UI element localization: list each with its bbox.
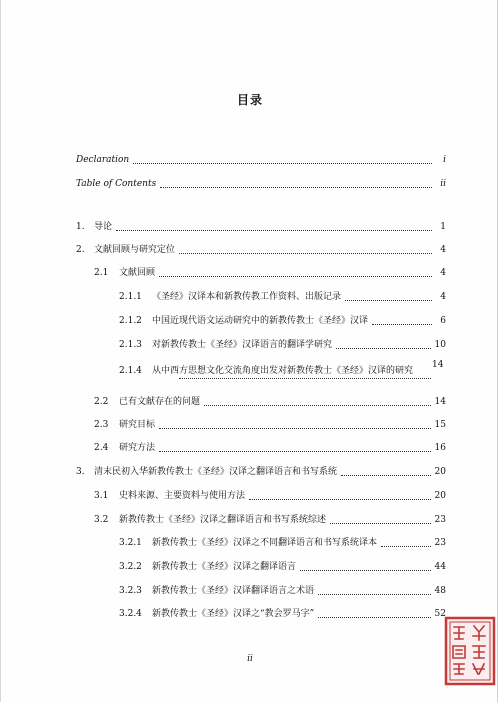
toc-entry-2[interactable]: [94, 245, 446, 256]
toc-entry-3-2-1[interactable]: [152, 538, 446, 549]
toc-entry-1[interactable]: [94, 222, 446, 233]
leader-dots: [159, 275, 432, 277]
toc-label: 已有文献存在的问题: [119, 397, 201, 407]
toc-page-number: 23: [434, 515, 446, 525]
toc-number: 3.2.1: [119, 538, 142, 548]
toc-label: 文献回顾与研究定位: [94, 245, 176, 255]
toc-entry-2-4[interactable]: [119, 443, 446, 454]
leader-dots: [179, 377, 431, 379]
toc-label: 从中西方思想文化交流角度出发对新教传教士《圣经》汉译的研究: [152, 366, 414, 376]
toc-page-number: 6: [440, 316, 446, 326]
toc-page-number: 20: [434, 491, 446, 501]
toc-label: 史料来源、主要资料与使用方法: [119, 491, 246, 501]
toc-label: 文献回顾: [119, 268, 156, 278]
leader-dots: [318, 616, 430, 618]
toc-number: 3.1: [94, 491, 109, 501]
toc-label: 研究目标: [119, 420, 156, 430]
toc-number: 1.: [76, 222, 85, 232]
toc-label: Declaration: [76, 155, 130, 165]
toc-label: Table of Contents: [76, 179, 157, 189]
toc-entry-2-2[interactable]: [119, 397, 446, 408]
toc-page-number: 4: [440, 268, 446, 278]
leader-dots: [249, 498, 431, 500]
leader-dots: [318, 593, 431, 595]
leader-dots: [372, 323, 432, 325]
toc-entry-3-2-4[interactable]: [152, 609, 446, 620]
toc-page-number: i: [443, 155, 446, 165]
toc-entry-table-of-contents[interactable]: [76, 179, 446, 190]
toc-page-number: 23: [434, 538, 446, 548]
toc-entry-2-1-4[interactable]: [152, 360, 446, 378]
toc-number: 2.1.4: [119, 366, 142, 376]
toc-number: 3.: [76, 467, 85, 477]
toc-label: 清末民初入华新教传教士《圣经》汉译之翻译语言和书写系统: [94, 467, 338, 477]
toc-page-number: 14: [434, 397, 446, 407]
toc-number: 3.2.2: [119, 562, 142, 572]
toc-label: 新教传教士《圣经》汉译之“教会罗马字”: [152, 609, 315, 619]
toc-page-number: 20: [434, 467, 446, 477]
toc-page-number: ii: [440, 179, 446, 189]
toc-entry-2-1-2[interactable]: [152, 316, 446, 327]
leader-dots: [300, 569, 431, 571]
toc-number: 3.2.4: [119, 609, 142, 619]
leader-dots: [116, 229, 432, 231]
toc-label: 新教传教士《圣经》汉译之不同翻译语言和书写系统译本: [152, 538, 378, 548]
library-seal-stamp: [444, 616, 496, 686]
toc-entry-2-3[interactable]: [119, 420, 446, 431]
leader-dots: [133, 162, 432, 164]
toc-page-number: 48: [434, 586, 446, 596]
toc-number: 2.4: [94, 443, 109, 453]
toc-number: 2.1.2: [119, 316, 142, 326]
toc-label: 对新教传教士《圣经》汉译语言的翻译学研究: [152, 340, 333, 350]
toc-entry-3-2-2[interactable]: [152, 562, 446, 573]
leader-dots: [160, 186, 432, 188]
leader-dots: [159, 427, 431, 429]
leader-dots: [179, 252, 432, 254]
toc-entry-2-1-3[interactable]: [152, 340, 446, 351]
toc-entry-3-2[interactable]: [119, 515, 446, 526]
leader-dots: [330, 522, 431, 524]
toc-number: 2.1.3: [119, 340, 142, 350]
toc-entry-3[interactable]: [94, 467, 446, 478]
toc-number: 2.: [76, 245, 85, 255]
toc-page-number: 4: [440, 292, 446, 302]
page-footer-number: ii: [247, 654, 253, 664]
toc-number: 2.3: [94, 420, 109, 430]
toc-label: 《圣经》汉译本和新教传教工作资料、出版记录: [152, 292, 342, 302]
toc-number: 2.2: [94, 397, 109, 407]
leader-dots: [204, 404, 431, 406]
toc-label: 新教传教士《圣经》汉译之翻译语言和书写系统综述: [119, 515, 327, 525]
toc-page-number: 10: [434, 340, 446, 350]
page-title: 目录: [236, 93, 263, 107]
toc-entry-declaration[interactable]: [76, 155, 446, 166]
toc-number: 3.2: [94, 515, 109, 525]
toc-label: 研究方法: [119, 443, 156, 453]
toc-page-number: 14: [432, 360, 444, 370]
leader-dots: [345, 299, 432, 301]
toc-entry-2-1-1[interactable]: [152, 292, 446, 303]
leader-dots: [381, 545, 431, 547]
toc-label: 导论: [94, 222, 113, 232]
toc-page-number: 44: [434, 562, 446, 572]
leader-dots: [336, 347, 431, 349]
toc-page-number: 4: [440, 245, 446, 255]
toc-entry-3-1[interactable]: [119, 491, 446, 502]
toc-page-number: 52: [434, 609, 446, 619]
leader-dots-2-1-4: [179, 377, 431, 379]
toc-number: 3.2.3: [119, 586, 142, 596]
toc-page-number: 15: [434, 420, 446, 430]
toc-page-number: 1: [440, 222, 446, 232]
toc-number: 2.1: [94, 268, 109, 278]
toc-entry-2-1[interactable]: [119, 268, 446, 279]
toc-entry-3-2-3[interactable]: [152, 586, 446, 597]
toc-number: 2.1.1: [119, 292, 142, 302]
toc-label: 新教传教士《圣经》汉译翻译语言之术语: [152, 586, 315, 596]
toc-label: 新教传教士《圣经》汉译之翻译语言: [152, 562, 297, 572]
leader-dots: [341, 474, 431, 476]
toc-label: 中国近现代语文运动研究中的新教传教士《圣经》汉译: [152, 316, 369, 326]
toc-page-number: 16: [434, 443, 446, 453]
leader-dots: [159, 450, 431, 452]
